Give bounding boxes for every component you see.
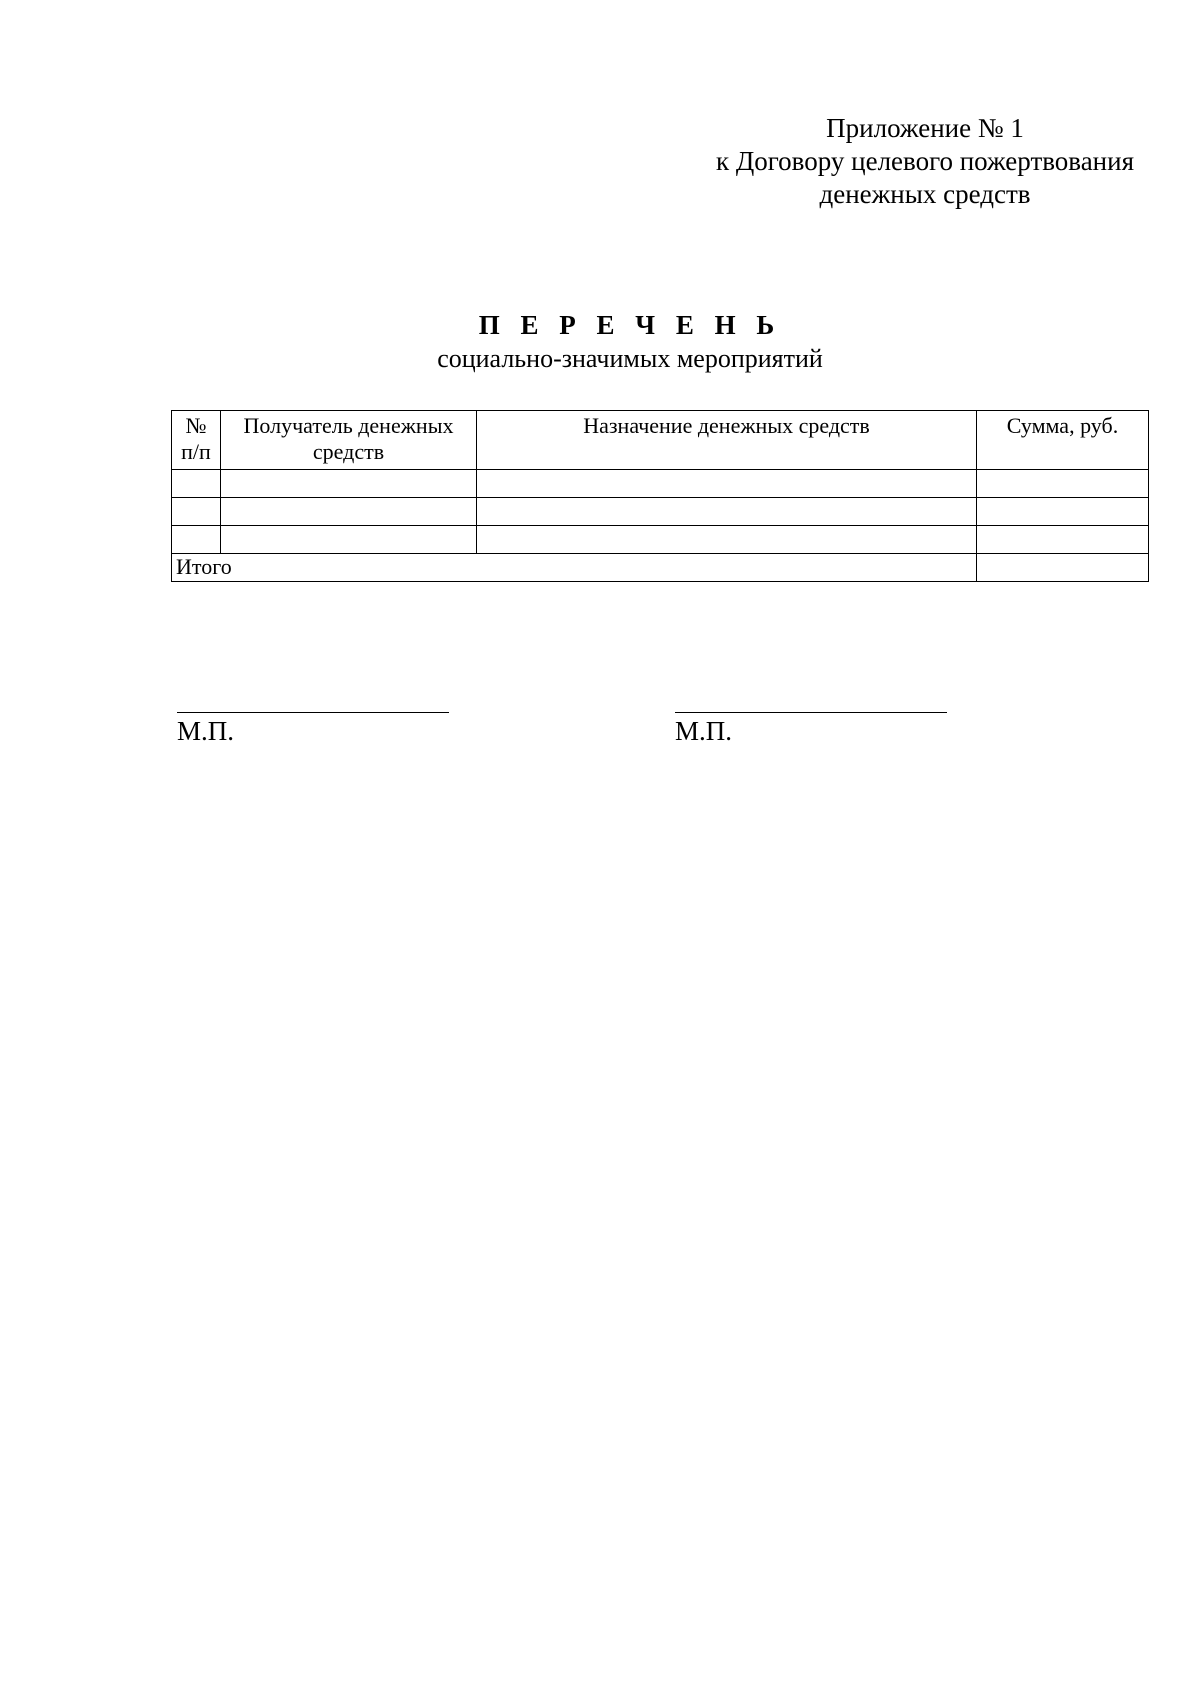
table-cell (221, 526, 477, 554)
table-cell (477, 498, 977, 526)
table-cell (172, 470, 221, 498)
table-cell (977, 526, 1149, 554)
events-table (171, 410, 1149, 582)
table-row (172, 470, 1149, 498)
table-cell (172, 498, 221, 526)
appendix-contract-ref-cont: денежных средств (819, 179, 1031, 209)
total-row (172, 554, 1149, 582)
document-subtitle: социально-значимых мероприятий (437, 344, 823, 373)
table-cell (977, 498, 1149, 526)
table-row (172, 526, 1149, 554)
table-row (172, 498, 1149, 526)
total-value (977, 554, 1149, 582)
document-title: П Е Р Е Ч Е Н Ь (478, 310, 782, 340)
left-signature-stamp: М.П. (177, 712, 449, 747)
appendix-contract-ref: к Договору целевого пожертвования (715, 146, 1134, 176)
table-cell (477, 470, 977, 498)
total-label: Итого (172, 554, 977, 582)
right-signature-stamp: М.П. (675, 712, 947, 747)
table-cell (477, 526, 977, 554)
document-heading (0, 308, 1200, 376)
column-header-recipient: Получатель денежных средств (221, 411, 477, 470)
table-cell (221, 498, 477, 526)
table-header-row (172, 411, 1149, 470)
appendix-header (690, 112, 1160, 211)
table-cell (221, 470, 477, 498)
table-cell (977, 470, 1149, 498)
column-header-amount: Сумма, руб. (977, 411, 1149, 470)
column-header-number: № п/п (172, 411, 221, 470)
table-cell (172, 526, 221, 554)
column-header-purpose: Назначение денежных средств (477, 411, 977, 470)
appendix-number: Приложение № 1 (826, 113, 1024, 143)
